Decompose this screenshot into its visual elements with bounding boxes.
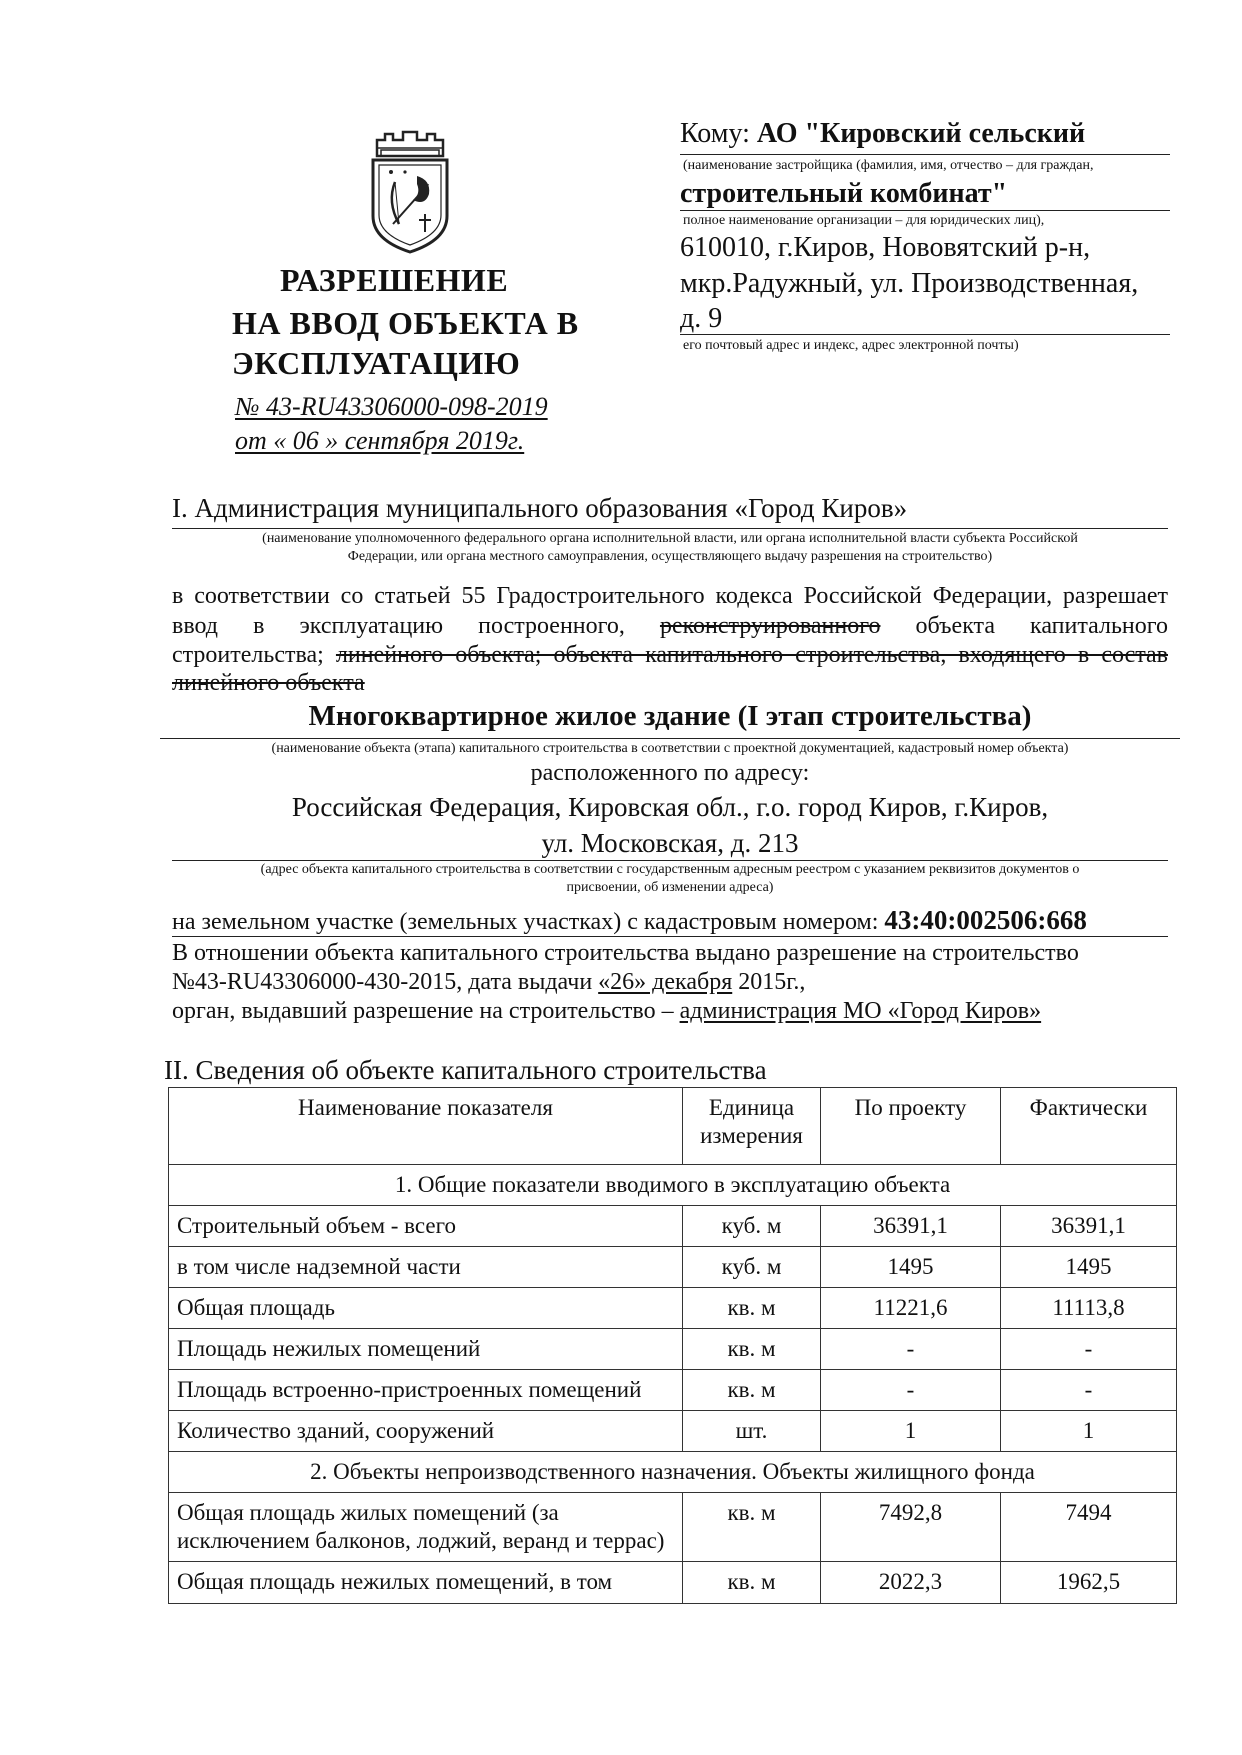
row-fact: 1962,5 (1001, 1562, 1177, 1603)
object-properties-table (168, 1087, 1177, 1604)
recipient-note-3: его почтовый адрес и индекс, адрес электронной почты) (683, 338, 1019, 353)
permit-line-1: В отношении объекта капитального строительства выдано разрешение на строительство (172, 940, 1079, 966)
row-name: Площадь встроенно-пристроенных помещений (169, 1370, 683, 1411)
row-plan: 1495 (821, 1247, 1001, 1288)
col-header-fact: Фактически (1001, 1088, 1177, 1165)
object-rule (160, 738, 1180, 739)
recipient-label: Кому: (680, 118, 750, 149)
para-line-2-struck: реконструированного (659, 613, 881, 639)
row-unit: кв. м (683, 1329, 821, 1370)
address-note-2: присвоении, об изменении адреса) (566, 880, 774, 895)
row-fact: - (1001, 1329, 1177, 1370)
row-plan: 36391,1 (821, 1206, 1001, 1247)
recipient-address-2: мкр.Радужный, ул. Производственная, (680, 268, 1139, 299)
row-unit: кв. м (683, 1562, 821, 1603)
doc-title-line-2: НА ВВОД ОБЪЕКТА В (232, 305, 579, 341)
recipient-name-line-1 (680, 118, 1085, 150)
recipient-address-1: 610010, г.Киров, Нововятский р-н, (680, 232, 1091, 263)
table-row (169, 1206, 1177, 1247)
row-plan: 7492,8 (821, 1493, 1001, 1562)
recipient-note-2: полное наименование организации – для юридических лиц), (683, 213, 1045, 228)
land-text: на земельном участке (земельных участках) с кадастровым номером: (172, 909, 879, 935)
authority-note-1: (наименование уполномоченного федерального органа исполнительной власти, или органа исполнительной власти субъекта Российской (262, 531, 1078, 546)
table-row (169, 1247, 1177, 1288)
permit-line-3 (172, 998, 1168, 1025)
cadastral-number: 43:40:002506:668 (884, 905, 1087, 935)
row-plan: 2022,3 (821, 1562, 1001, 1603)
build-permit-date: «26» декабря (598, 969, 733, 995)
permit-line-2 (172, 969, 1168, 996)
row-fact: 36391,1 (1001, 1206, 1177, 1247)
row-fact: 1495 (1001, 1247, 1177, 1288)
row-name: Общая площадь (169, 1288, 683, 1329)
row-name: в том числе надземной части (169, 1247, 683, 1288)
row-name: Общая площадь жилых помещений (за исключением балконов, лоджий, веранд и террас) (169, 1493, 683, 1562)
section-1-rule (172, 528, 1168, 529)
recipient-rule-1 (680, 154, 1170, 155)
row-unit: куб. м (683, 1247, 821, 1288)
row-plan: 11221,6 (821, 1288, 1001, 1329)
table-row (169, 1329, 1177, 1370)
table-row (169, 1493, 1177, 1562)
recipient-note-1: (наименование застройщика (фамилия, имя, отчество – для граждан, (683, 158, 1094, 173)
section-1-heading: I. Администрация муниципального образования «Город Киров» (172, 493, 908, 523)
permit-number: № 43-RU43306000-098-2019 (235, 392, 548, 421)
table-row (169, 1288, 1177, 1329)
table-group-row (169, 1452, 1177, 1493)
recipient-name-1: АО "Кировский сельский (756, 118, 1086, 149)
group-1-title: 1. Общие показатели вводимого в эксплуатацию объекта (169, 1165, 1177, 1206)
para-line-1: в соответствии со статьей 55 Градостроительного кодекса Российской Федерации, разрешает (172, 583, 1168, 609)
table-row (169, 1370, 1177, 1411)
para-line-3-text-a: строительства; (172, 642, 324, 668)
issuing-authority: администрация МО «Город Киров» (679, 998, 1042, 1024)
col-header-name: Наименование показателя (169, 1088, 683, 1165)
recipient-rule-3 (680, 334, 1170, 335)
address-note-1: (адрес объекта капитального строительства в соответствии с государственным адресным реестром с указанием реквизитов документов о (260, 862, 1080, 877)
object-address-2: ул. Московская, д. 213 (541, 828, 799, 858)
row-fact: - (1001, 1370, 1177, 1411)
row-fact: 11113,8 (1001, 1288, 1177, 1329)
recipient-name-2: строительный комбинат" (680, 178, 1008, 209)
address-rule (172, 860, 1168, 861)
table-header-row (169, 1088, 1177, 1165)
permit-line-3-text: орган, выдавший разрешение на строительство – (172, 998, 674, 1024)
table-group-row (169, 1165, 1177, 1206)
recipient-name-line-2 (680, 178, 1007, 210)
object-note: (наименование объекта (этапа) капитального строительства в соответствии с проектной документацией, кадастровый номер объекта) (271, 741, 1069, 756)
land-line (172, 905, 1168, 936)
object-address-1: Российская Федерация, Кировская обл., г.о. город Киров, г.Киров, (291, 792, 1049, 822)
row-name: Общая площадь нежилых помещений, в том (169, 1562, 683, 1603)
doc-title-line-3: ЭКСПЛУАТАЦИЮ (232, 345, 521, 381)
row-fact: 7494 (1001, 1493, 1177, 1562)
permit-date: от « 06 » сентября 2019г. (235, 426, 525, 455)
row-unit: кв. м (683, 1370, 821, 1411)
located-label: расположенного по адресу: (530, 760, 810, 786)
row-plan: - (821, 1370, 1001, 1411)
row-fact: 1 (1001, 1411, 1177, 1452)
row-unit: шт. (683, 1411, 821, 1452)
para-line-2-text-a: ввод в эксплуатацию построенного, (172, 613, 625, 639)
build-permit-year: 2015г., (738, 969, 806, 995)
recipient-rule-2 (680, 210, 1170, 211)
recipient-address-3: д. 9 (680, 303, 723, 334)
row-plan: 1 (821, 1411, 1001, 1452)
group-2-title: 2. Объекты непроизводственного назначения. Объекты жилищного фонда (169, 1452, 1177, 1493)
object-name: Многоквартирное жилое здание (I этап строительства) (308, 700, 1032, 732)
doc-title-line-1: РАЗРЕШЕНИЕ (280, 262, 509, 298)
table-row (169, 1562, 1177, 1603)
row-unit: куб. м (683, 1206, 821, 1247)
col-header-unit: Единица измерения (683, 1088, 821, 1165)
para-line-2 (172, 613, 1168, 640)
para-line-3-struck: линейного объекта; объекта капитального строительства, входящего в состав (335, 642, 1168, 668)
coat-of-arms-emblem (365, 128, 455, 256)
para-line-4 (172, 670, 1168, 697)
row-unit: кв. м (683, 1493, 821, 1562)
para-line-2-text-c: объекта капитального (915, 613, 1169, 639)
authority-note-2: Федерации, или органа местного самоуправления, осуществляющего выдачу разрешения на строительство) (347, 549, 993, 564)
col-header-plan: По проекту (821, 1088, 1001, 1165)
row-name: Количество зданий, сооружений (169, 1411, 683, 1452)
section-2-heading: II. Сведения об объекте капитального строительства (164, 1055, 767, 1085)
para-line-4-struck: линейного объекта (172, 670, 365, 696)
permit-line-2-text: №43-RU43306000-430-2015, дата выдачи (172, 969, 593, 995)
row-plan: - (821, 1329, 1001, 1370)
row-unit: кв. м (683, 1288, 821, 1329)
table-row (169, 1411, 1177, 1452)
row-name: Строительный объем - всего (169, 1206, 683, 1247)
row-name: Площадь нежилых помещений (169, 1329, 683, 1370)
land-rule (172, 936, 1168, 937)
para-line-3 (172, 642, 1168, 669)
